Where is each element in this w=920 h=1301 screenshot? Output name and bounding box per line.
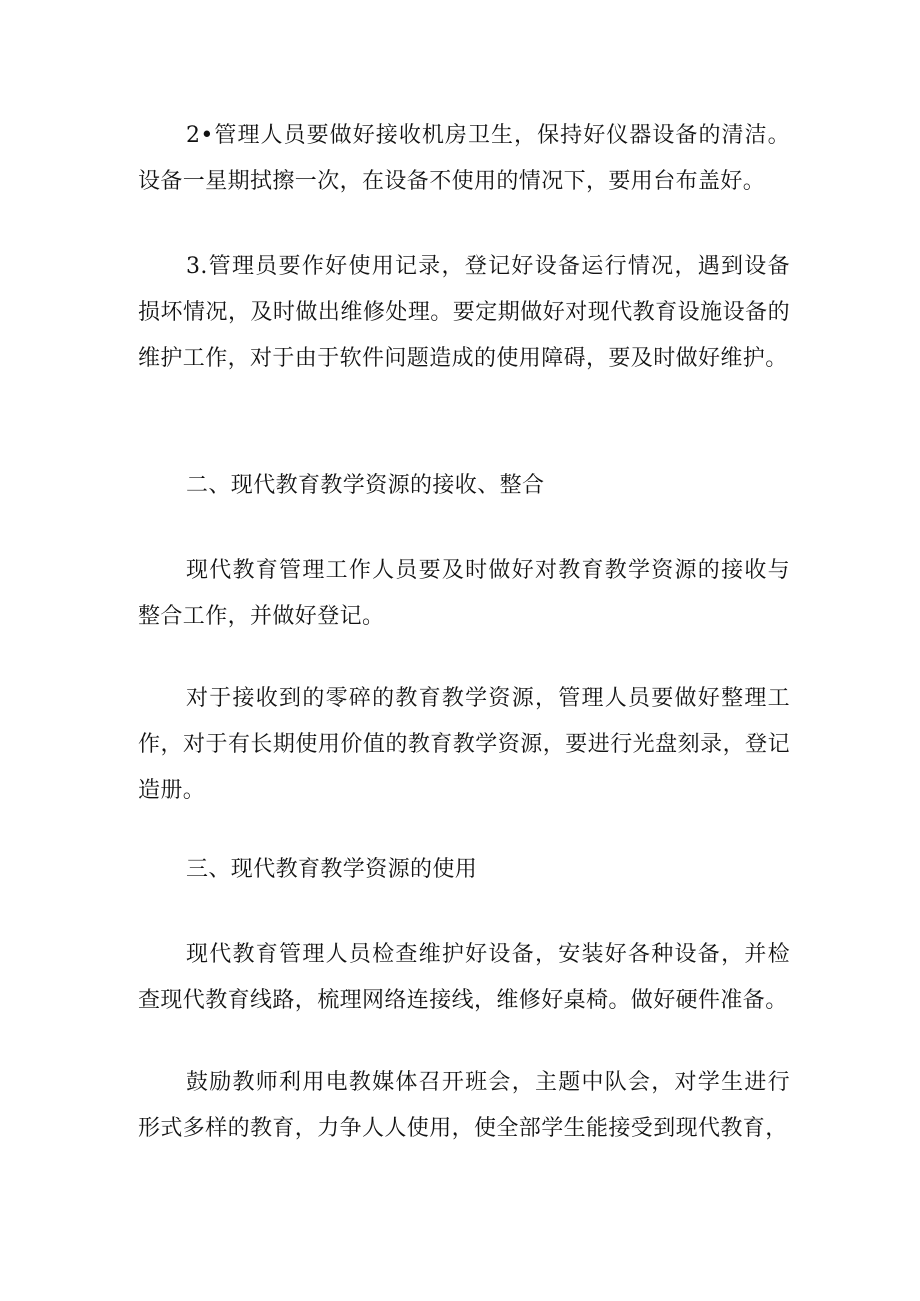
paragraph-teacher-media: 鼓励教师利用电教媒体召开班会，主题中队会，对学生进行形式多样的教育，力争人人使用，使全部学生能接受到现代教育， — [138, 1070, 790, 1141]
section-heading-2: 二、现代教育教学资源的接收、整合 — [186, 473, 545, 498]
paragraph-equipment-prep: 现代教育管理人员检查维护好设备，安装好各种设备，并检查现代教育线路，梳理网络连接线，维修好桌椅。做好硬件准备。 — [138, 942, 790, 1013]
paragraph-item-3: 3.管理员要作好使用记录，登记好设备运行情况，遇到设备损坏情况，及时做出维修处理。要定期做好对现代教育设施设备的维护工作，对于由于软件问题造成的使用障碍，要及时做好维护。 — [138, 254, 790, 371]
paragraph-resource-organize: 对于接收到的零碎的教育教学资源，管理人员要做好整理工作，对于有长期使用价值的教育教学资源，要进行光盘刻录，登记造册。 — [138, 686, 790, 803]
section-heading-3: 三、现代教育教学资源的使用 — [186, 857, 478, 882]
paragraph-item-2: 2•管理人员要做好接收机房卫生，保持好仪器设备的清洁。设备一星期拭擦一次，在设备不使用的情况下，要用台布盖好。 — [138, 123, 790, 194]
paragraph-resource-receive: 现代教育管理工作人员要及时做好对教育教学资源的接收与整合工作，并做好登记。 — [138, 558, 790, 629]
